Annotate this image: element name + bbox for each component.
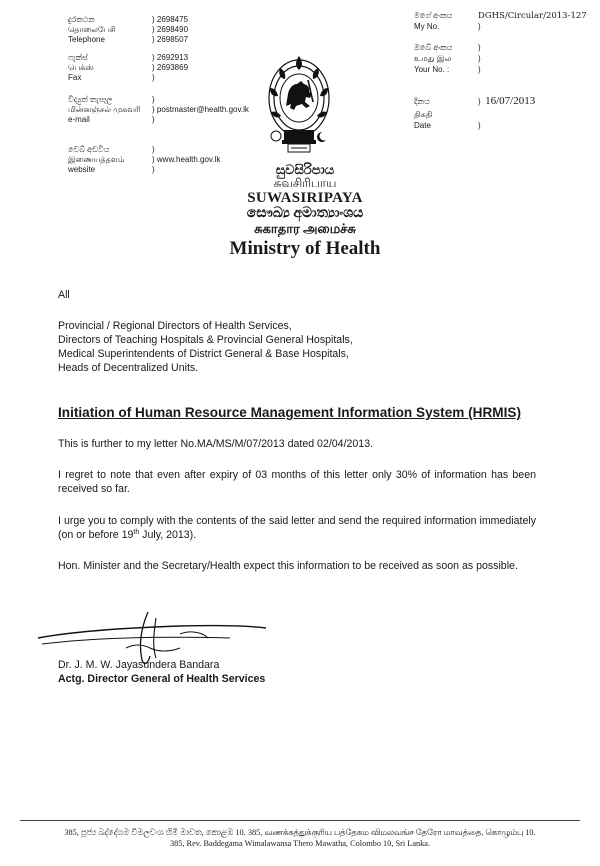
signatory-name: Dr. J. M. W. Jayasundera Bandara bbox=[58, 659, 220, 671]
ministry-name-ta-1: சுவசிரிபாய bbox=[273, 176, 337, 190]
contact-value: ) 2698507 bbox=[152, 35, 189, 44]
contact-row bbox=[68, 165, 155, 175]
contact-row bbox=[68, 63, 188, 73]
date-label-si: දිනය bbox=[414, 97, 430, 106]
contact-value: ) www.health.gov.lk bbox=[152, 155, 221, 164]
contact-label: Fax bbox=[68, 73, 82, 82]
contact-value: ) bbox=[152, 95, 155, 104]
contact-value: ) bbox=[152, 115, 155, 124]
ministry-name-ta-2: சுகாதார அமைச்சு bbox=[254, 221, 356, 236]
my-no-value: DGHS/Circular/2013-127 bbox=[478, 11, 587, 21]
date-label-ta: திகதி bbox=[414, 110, 433, 119]
addressee-line: Directors of Teaching Hospitals & Provincial General Hospitals, bbox=[58, 334, 353, 346]
salutation: All bbox=[58, 289, 70, 301]
signatory-block bbox=[58, 658, 265, 686]
contact-row bbox=[68, 145, 155, 155]
contact-value: ) postmaster@health.gov.lk bbox=[152, 105, 249, 114]
contact-row bbox=[68, 25, 188, 35]
footer-address-local: 385, පූජ්‍ය බද්දේගම විමලවංශ හිමි මාවත, කොළඹ 10. 385, வணக்கத்துக்குரிய பத்தேகம விமலவங்ச தேரோ மாவத்தை, கொழும்பு 10. bbox=[64, 828, 536, 837]
paragraph-2: I regret to note that even after expiry of 03 months of this letter only 30% of information has been received so far. bbox=[58, 469, 536, 495]
date-row: දිනය ) 16/07/2013 bbox=[414, 95, 536, 107]
contact-row bbox=[68, 53, 188, 63]
your-no-row: ඔබේ අංකය ) bbox=[414, 43, 481, 52]
paragraph-1: This is further to my letter No.MA/MS/M/07/2013 dated 02/04/2013. bbox=[58, 438, 374, 450]
contact-label: ෆැක්ස් bbox=[68, 53, 88, 62]
addressee-line: Heads of Decentralized Units. bbox=[58, 362, 199, 374]
contact-label: e-mail bbox=[68, 115, 90, 124]
contact-label: மின்னஞ்சல் முகவரி bbox=[68, 105, 141, 114]
contact-label: தொலைபேசி bbox=[68, 25, 116, 34]
contact-row bbox=[68, 35, 188, 45]
contact-row bbox=[68, 115, 155, 125]
contact-label: Telephone bbox=[68, 35, 105, 44]
contact-value: ) 2692913 bbox=[152, 53, 189, 62]
contact-label: website bbox=[68, 165, 96, 174]
your-no-label-en: Your No. : bbox=[414, 65, 450, 74]
ministry-name-en-1: SUWASIRIPAYA bbox=[247, 190, 363, 206]
paragraph-3 bbox=[58, 514, 536, 542]
addressee-line: Provincial / Regional Directors of Health Services, bbox=[58, 320, 292, 332]
your-no-row-ta: உமது இல ) bbox=[414, 54, 481, 63]
paragraph-3-text-end: July, 2013). bbox=[139, 529, 197, 541]
contact-value: ) 2698490 bbox=[152, 25, 189, 34]
contact-value: ) 2698475 bbox=[152, 15, 189, 24]
addressee-line: Medical Superintendents of District General & Base Hospitals, bbox=[58, 348, 349, 360]
paragraph-3-superscript: th bbox=[133, 529, 140, 536]
addressee-block bbox=[58, 288, 538, 375]
contact-row bbox=[68, 105, 249, 115]
date-row-ta bbox=[414, 110, 478, 120]
date-label-en: Date bbox=[414, 121, 431, 130]
your-no-label-si: ඔබේ අංකය bbox=[414, 43, 453, 52]
footer-address-en: 385, Rev. Baddegama Wimalawansa Thero Mawatha, Colombo 10, Sri Lanka. bbox=[169, 839, 431, 848]
signatory-title: Actg. Director General of Health Services bbox=[58, 673, 266, 685]
paragraph-4: Hon. Minister and the Secretary/Health expect this information to be received as soon as possible. bbox=[58, 560, 518, 572]
contact-label: பெக்ஸ் bbox=[68, 63, 94, 72]
contact-value: ) bbox=[152, 73, 155, 82]
date-row-en: Date ) bbox=[414, 121, 481, 130]
ministry-title-block bbox=[190, 163, 420, 260]
contact-label: இணையத்தளம் bbox=[68, 155, 125, 164]
contact-value: ) bbox=[152, 165, 155, 174]
contact-value: ) bbox=[152, 145, 155, 154]
ministry-name-si-2: සෞඛ්‍ය අමාත්‍යාංශය bbox=[246, 206, 364, 221]
contact-value: ) 2693869 bbox=[152, 63, 189, 72]
ministry-name-en-2: Ministry of Health bbox=[229, 238, 381, 259]
letter-subject: Initiation of Human Resource Management Information System (HRMIS) bbox=[58, 405, 521, 420]
contact-label: දුරකථන bbox=[68, 15, 95, 24]
my-no-label-si: මගේ අංකය bbox=[414, 11, 453, 20]
contact-row bbox=[68, 95, 155, 105]
your-no-row-en: Your No. : ) bbox=[414, 65, 481, 74]
paragraph-3-text: I urge you to comply with the contents of the said letter and send the required information immediately (on or before 19 bbox=[58, 515, 536, 541]
contact-label: විද්‍යුත් තැපෑල bbox=[68, 95, 113, 104]
my-no-row bbox=[414, 11, 587, 22]
your-no-label-ta: உமது இல bbox=[414, 54, 452, 63]
my-no-row-en: My No. ) bbox=[414, 22, 481, 31]
ministry-name-si-1: සුවසිරිපාය bbox=[275, 162, 335, 177]
contact-row bbox=[68, 73, 155, 83]
national-emblem-icon bbox=[258, 50, 340, 162]
date-value: 16/07/2013 bbox=[485, 95, 536, 107]
contact-label: වෙබ් අඩවිය bbox=[68, 145, 110, 154]
my-no-label-en: My No. bbox=[414, 22, 440, 31]
contact-row bbox=[68, 15, 188, 25]
address-footer bbox=[20, 820, 580, 849]
